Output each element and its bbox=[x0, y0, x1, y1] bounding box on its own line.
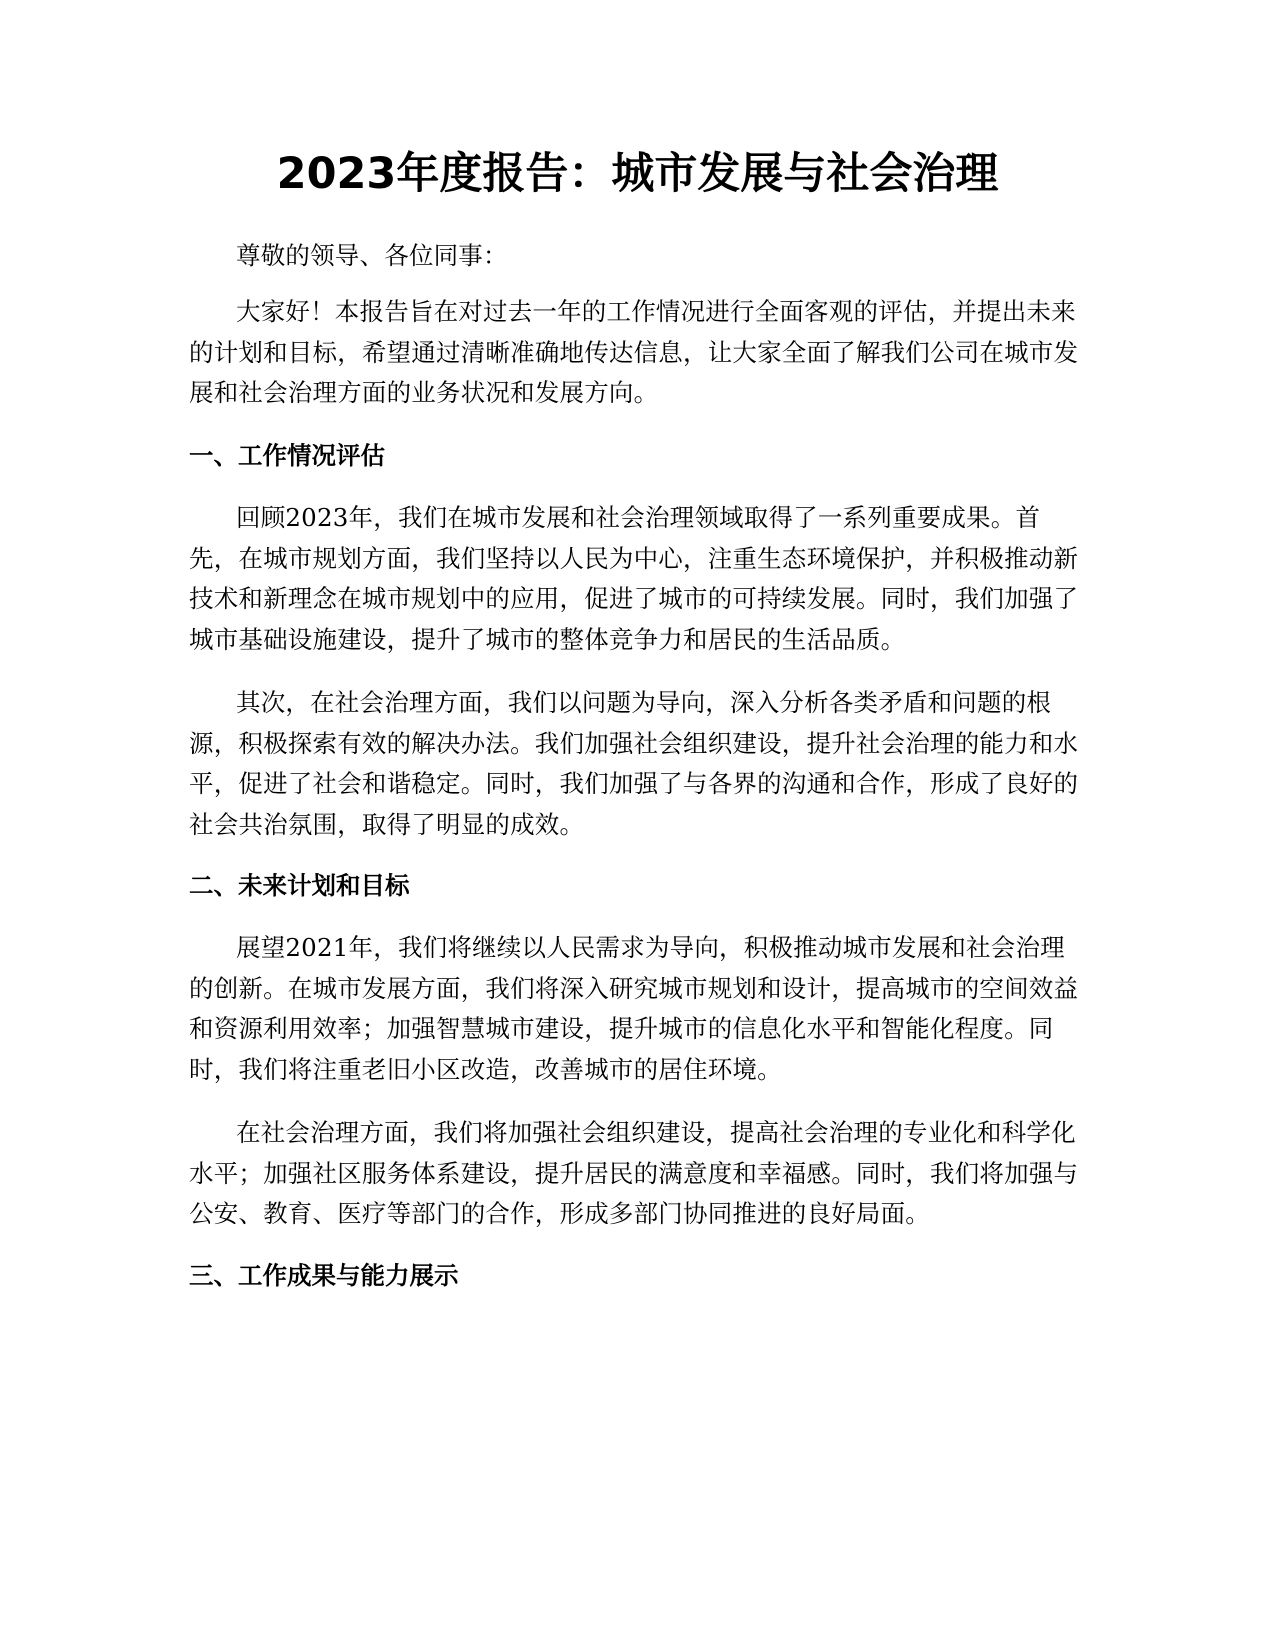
greeting-paragraph: 尊敬的领导、各位同事： bbox=[236, 241, 508, 270]
section-heading-plans: 二、未来计划和目标 bbox=[189, 871, 410, 900]
section-heading-achievements: 三、工作成果与能力展示 bbox=[189, 1261, 459, 1290]
intro-paragraph: 大家好！本报告旨在对过去一年的工作情况进行全面客观的评估，并提出未来的计划和目标，希望通过清晰准确地传达信息，让大家全面了解我们公司在城市发展和社会治理方面的业务状况和发展方向。 bbox=[189, 297, 1079, 407]
section-paragraph: 回顾2023年，我们在城市发展和社会治理领域取得了一系列重要成果。首先，在城市规划方面，我们坚持以人民为中心，注重生态环境保护，并积极推动新技术和新理念在城市规划中的应用，促进了城市的可持续发展。同时，我们加强了城市基础设施建设，提升了城市的整体竞争力和居民的生活品质。 bbox=[189, 503, 1079, 654]
section-paragraph: 在社会治理方面，我们将加强社会组织建设，提高社会治理的专业化和科学化水平；加强社区服务体系建设，提升居民的满意度和幸福感。同时，我们将加强与公安、教育、医疗等部门的合作，形成多部门协同推进的良好局面。 bbox=[189, 1118, 1079, 1228]
section-paragraph: 展望2021年，我们将继续以人民需求为导向，积极推动城市发展和社会治理的创新。在城市发展方面，我们将深入研究城市规划和设计，提高城市的空间效益和资源利用效率；加强智慧城市建设，提升城市的信息化水平和智能化程度。同时，我们将注重老旧小区改造，改善城市的居住环境。 bbox=[189, 933, 1079, 1084]
document-title: 2023年度报告：城市发展与社会治理 bbox=[276, 149, 999, 199]
section-paragraph: 其次，在社会治理方面，我们以问题为导向，深入分析各类矛盾和问题的根源，积极探索有效的解决办法。我们加强社会组织建设，提升社会治理的能力和水平，促进了社会和谐稳定。同时，我们加强了与各界的沟通和合作，形成了良好的社会共治氛围，取得了明显的成效。 bbox=[189, 688, 1079, 839]
section-heading-evaluation: 一、工作情况评估 bbox=[189, 441, 385, 470]
